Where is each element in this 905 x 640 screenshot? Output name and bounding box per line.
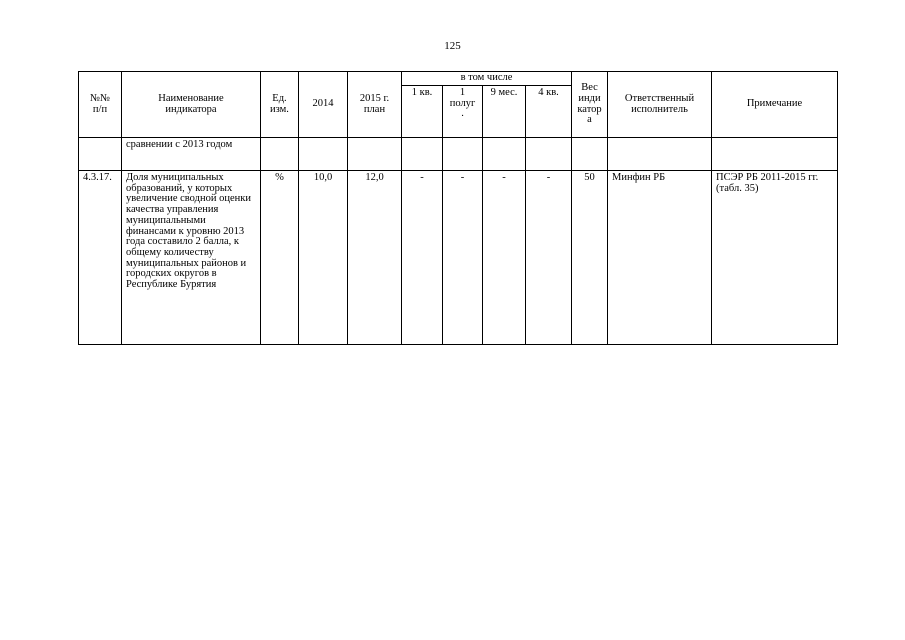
header-weight: Вес инди катор а [572, 72, 608, 138]
row-unit-cell: % [261, 171, 299, 345]
header-note: Примечание [712, 72, 838, 138]
row-9-months-cell: - [483, 171, 526, 345]
row-responsible-cell: Минфин РБ [608, 171, 712, 345]
continuation-name-cell: сравнении с 2013 годом [122, 138, 261, 171]
indicator-table [78, 71, 838, 345]
row-q1-cell: - [402, 171, 443, 345]
header-q1: 1 кв. [402, 86, 443, 138]
row-weight-cell: 50 [572, 171, 608, 345]
header-q4: 4 кв. [526, 86, 572, 138]
header-half-year: 1 полуг . [443, 86, 483, 138]
row-name-cell: Доля муниципальных образований, у которых увеличение сводной оценки качества управления муниципальными финансами к уровню 2013 года составило 2 балла, к общему количеству муниципальных районов и городских округов в Республике Бурятия [122, 171, 261, 345]
continuation-row [79, 138, 838, 171]
row-number-cell: 4.3.17. [79, 171, 122, 345]
header-indicator-name: Наименование индикатора [122, 72, 261, 138]
header-unit: Ед. изм. [261, 72, 299, 138]
row-half-year-cell: - [443, 171, 483, 345]
header-2014: 2014 [299, 72, 348, 138]
table-row [79, 171, 838, 345]
row-2014-cell: 10,0 [299, 171, 348, 345]
header-number: №№ п/п [79, 72, 122, 138]
header-2015-plan: 2015 г. план [348, 72, 402, 138]
header-including: в том числе [402, 72, 572, 86]
row-2015-plan-cell: 12,0 [348, 171, 402, 345]
row-q4-cell: - [526, 171, 572, 345]
row-note-cell: ПСЭР РБ 2011-2015 гг. (табл. 35) [712, 171, 838, 345]
header-9-months: 9 мес. [483, 86, 526, 138]
page-number: 125 [444, 40, 461, 52]
header-responsible: Ответственный исполнитель [608, 72, 712, 138]
